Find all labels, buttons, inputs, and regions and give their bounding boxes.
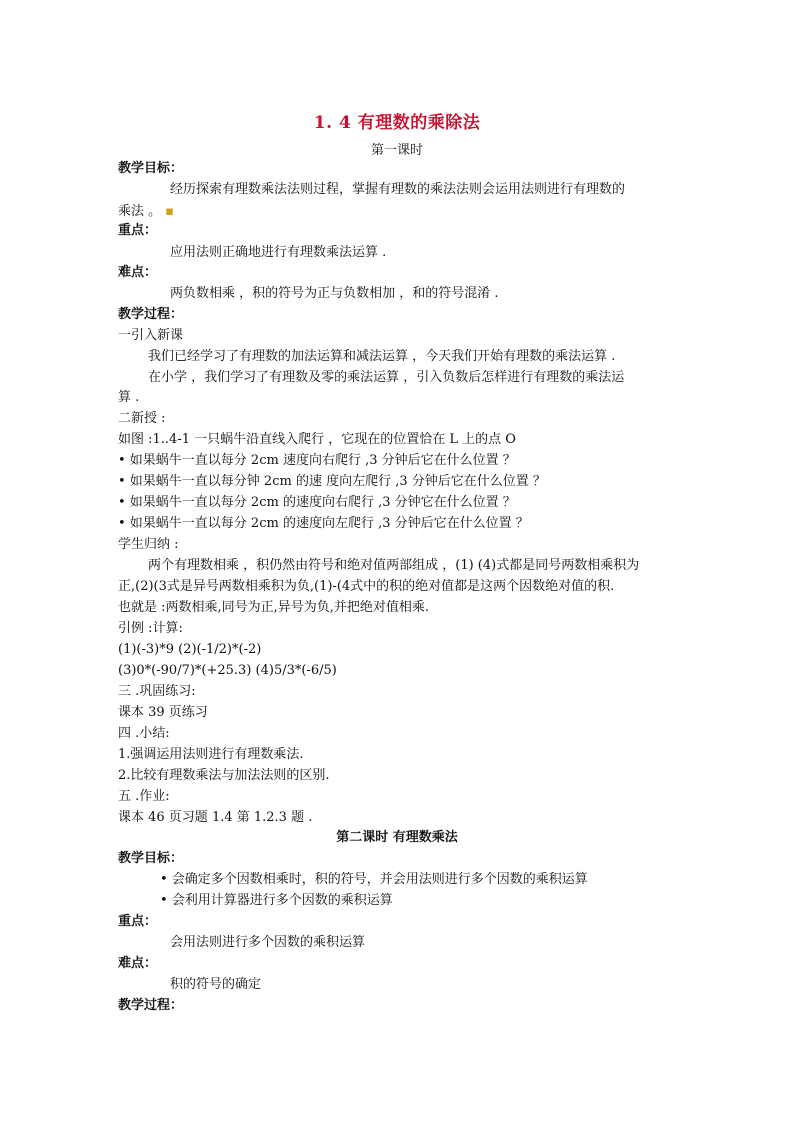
lesson2-goal-item: • 会利用计算器进行多个因数的乘积运算 — [160, 893, 393, 908]
summary-label: 学生归纳 : — [118, 537, 179, 552]
lesson2-difficulty-text: 积的符号的确定 — [170, 977, 262, 992]
question-item: • 如果蜗牛一直以每分 2cm 的速度向左爬行 ,3 分钟后它在什么位置 ？ — [118, 516, 529, 531]
lesson2-goal-label: 教学目标： — [118, 851, 184, 866]
difficulty-label: 难点： — [118, 265, 158, 280]
goal-text-line1: 经历探索有理数乘法法则过程，掌握有理数的乘法法则会运用法则进行有理数的 — [170, 182, 626, 197]
section-intro-para1: 我们已经学习了有理数的加法运算和减法运算 ，今天我们开始有理数的乘法运算 . — [148, 349, 616, 364]
example-line2: (3)0*(-90/7)*(+25.3) (4)5/3*(-6/5) — [118, 663, 337, 678]
example-label: 引例 :计算: — [118, 621, 183, 636]
question-item: • 如果蜗牛一直以每分 2cm 的速度向右爬行 ,3 分钟它在什么位置 ？ — [118, 495, 516, 510]
recap-heading: 四 .小结: — [118, 726, 170, 741]
section-intro-para2-cont: 算 . — [118, 390, 140, 405]
lesson2-difficulty-label: 难点： — [118, 956, 158, 971]
practice-heading: 三 .巩固练习: — [118, 684, 196, 699]
section-new-heading: 二新授 : — [118, 411, 166, 426]
question-item: • 如果蜗牛一直以每分钟 2cm 的速 度向左爬行 ,3 分钟后它在什么位置 ？ — [118, 474, 546, 489]
lesson2-key-label: 重点： — [118, 914, 158, 929]
example-line1: (1)(-3)*9 (2)(-1/2)*(-2) — [118, 642, 262, 657]
summary-para1: 两个有理数相乘 ，积仍然由符号和绝对值两部组成 ，(1) (4)式都是同号两数相乘积为 — [148, 558, 640, 573]
summary-para2: 正,(2)(3式是异号两数相乘积为负,(1)-(4式中的积的绝对值都是这两个因数绝对值的积. — [118, 579, 615, 594]
recap-item: 2.比较有理数乘法与加法法则的区别. — [118, 768, 330, 783]
homework-text: 课本 46 页习题 1.4 第 1.2.3 题 . — [118, 810, 313, 825]
lesson-title: 1. 4 有理数的乘除法 — [313, 113, 481, 133]
lesson2-process-label: 教学过程： — [118, 998, 184, 1013]
lesson2-goal-item: • 会确定多个因数相乘时，积的符号，并会用法则进行多个因数的乘积运算 — [160, 872, 588, 887]
section-intro-heading: 一引入新课 — [118, 328, 184, 343]
homework-heading: 五 .作业: — [118, 789, 170, 804]
accent-mark-icon: ▪ — [165, 204, 175, 219]
practice-text: 课本 39 页练习 — [118, 705, 208, 720]
goal-text-line2 — [118, 203, 174, 221]
lesson-subtitle: 第一课时 — [370, 143, 423, 158]
key-point-label: 重点： — [118, 223, 158, 238]
question-item: • 如果蜗牛一直以每分 2cm 速度向右爬行 ,3 分钟后它在什么位置 ？ — [118, 453, 516, 468]
goal-label: 教学目标： — [118, 161, 184, 176]
difficulty-text: 两负数相乘 ，积的符号为正与负数相加 ，和的符号混淆 . — [170, 286, 499, 301]
key-point-text: 应用法则正确地进行有理数乘法运算 . — [170, 245, 387, 260]
process-label: 教学过程： — [118, 307, 184, 322]
lesson2-title: 第二课时 有理数乘法 — [336, 830, 458, 845]
summary-para3: 也就是 :两数相乘,同号为正,异号为负,并把绝对值相乘. — [118, 600, 430, 615]
recap-item: 1.强调运用法则进行有理数乘法. — [118, 747, 304, 762]
section-intro-para2: 在小学 ，我们学习了有理数及零的乘法运算 ，引入负数后怎样进行有理数的乘法运 — [148, 370, 625, 385]
figure-description: 如图 :1..4-1 一只蜗牛沿直线入爬行 ，它现在的位置恰在 L 上的点 O — [118, 432, 516, 447]
lesson2-key-text: 会用法则进行多个因数的乘积运算 — [170, 935, 366, 950]
goal-text-line2-content: 乘法 。 — [118, 204, 162, 219]
